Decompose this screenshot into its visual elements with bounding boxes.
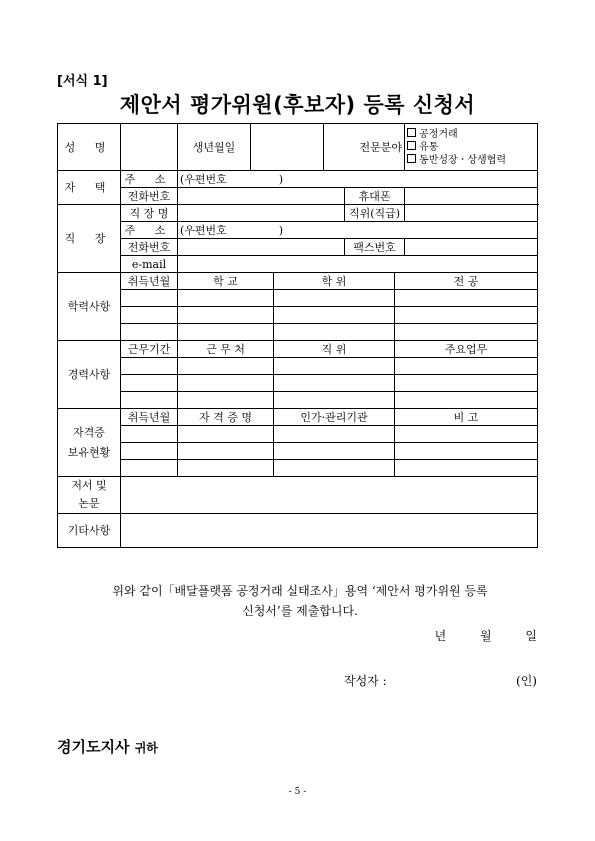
- education-row: [58, 307, 538, 324]
- page-number: - 5 -: [288, 787, 307, 797]
- work-label: 직 장: [58, 205, 121, 273]
- cert-label: 자격증 보유현황: [58, 409, 121, 477]
- field-option-fair-trade[interactable]: 공정거래: [407, 128, 535, 141]
- name-value[interactable]: [121, 124, 178, 171]
- education-header-school: 학 교: [178, 273, 274, 290]
- application-form-table: [57, 123, 538, 548]
- education-header-major: 전 공: [395, 273, 538, 290]
- field-options: [405, 124, 538, 171]
- mobile-value[interactable]: [405, 188, 538, 205]
- career-row: [58, 392, 538, 409]
- page-title: 제안서 평가위원(후보자) 등록 신청서: [119, 93, 476, 117]
- date-line: 년 월 일: [434, 629, 537, 643]
- fax-value[interactable]: [405, 239, 538, 256]
- cert-header-remarks: 비 고: [395, 409, 538, 426]
- fax-label: 팩스번호: [345, 239, 405, 256]
- cert-row: [58, 460, 538, 477]
- form-number-label: [서식 1]: [57, 74, 108, 89]
- home-phone-label: 전화번호: [121, 188, 178, 205]
- others-label: 기타사항: [58, 514, 121, 548]
- email-label: e-mail: [121, 256, 178, 273]
- statement: 위와 같이「배달플랫폼 공정거래 실태조사」용역 ‘제안서 평가위원 등록 신청서’를 제출합니다.: [112, 584, 488, 618]
- career-row: [58, 375, 538, 392]
- cert-row: [58, 443, 538, 460]
- education-row: [58, 290, 538, 307]
- home-label: 자 택: [58, 171, 121, 205]
- work-address-value[interactable]: (우편번호 ): [178, 222, 538, 239]
- education-label: 학력사항: [58, 273, 121, 341]
- writer-label: 작성자 :: [344, 674, 387, 688]
- cert-header-date: 취득년월: [121, 409, 178, 426]
- position-label: 직위(직급): [345, 205, 405, 222]
- mobile-label: 휴대폰: [345, 188, 405, 205]
- papers-value[interactable]: [121, 477, 538, 514]
- career-row: [58, 358, 538, 375]
- career-header-workplace: 근 무 처: [178, 341, 274, 358]
- others-value[interactable]: [121, 514, 538, 548]
- field-label: 전문분야: [324, 124, 405, 171]
- education-header-date: 취득년월: [121, 273, 178, 290]
- name-label: 성 명: [58, 124, 121, 171]
- email-value[interactable]: [178, 256, 538, 273]
- cert-header-agency: 인가·관리기관: [274, 409, 395, 426]
- career-header-period: 근무기간: [121, 341, 178, 358]
- addressee: 경기도지사 귀하: [57, 738, 158, 756]
- cert-row: [58, 426, 538, 443]
- papers-label: 저서 및 논문: [58, 477, 121, 514]
- checkbox-icon: [407, 154, 416, 163]
- checkbox-icon: [407, 128, 416, 137]
- checkbox-icon: [407, 141, 416, 150]
- work-phone-label: 전화번호: [121, 239, 178, 256]
- work-address-label: 주 소: [121, 222, 178, 239]
- work-phone-value[interactable]: [178, 239, 345, 256]
- field-option-win-win[interactable]: 동반성장ㆍ상생협력: [407, 154, 535, 167]
- workplace-value[interactable]: [178, 205, 345, 222]
- workplace-label: 직 장 명: [121, 205, 178, 222]
- birth-label: 생년월일: [178, 124, 251, 171]
- career-label: 경력사항: [58, 341, 121, 409]
- career-header-position: 직 위: [274, 341, 395, 358]
- position-value[interactable]: [405, 205, 538, 222]
- birth-value[interactable]: [251, 124, 324, 171]
- cert-header-name: 자 격 증 명: [178, 409, 274, 426]
- education-header-degree: 학 위: [274, 273, 395, 290]
- home-phone-value[interactable]: [178, 188, 345, 205]
- home-address-value[interactable]: (우편번호 ): [178, 171, 538, 188]
- education-row: [58, 324, 538, 341]
- home-address-label: 주 소: [121, 171, 178, 188]
- seal-mark: (인): [516, 674, 537, 688]
- career-header-duties: 주요업무: [395, 341, 538, 358]
- field-option-distribution[interactable]: 유통: [407, 141, 535, 154]
